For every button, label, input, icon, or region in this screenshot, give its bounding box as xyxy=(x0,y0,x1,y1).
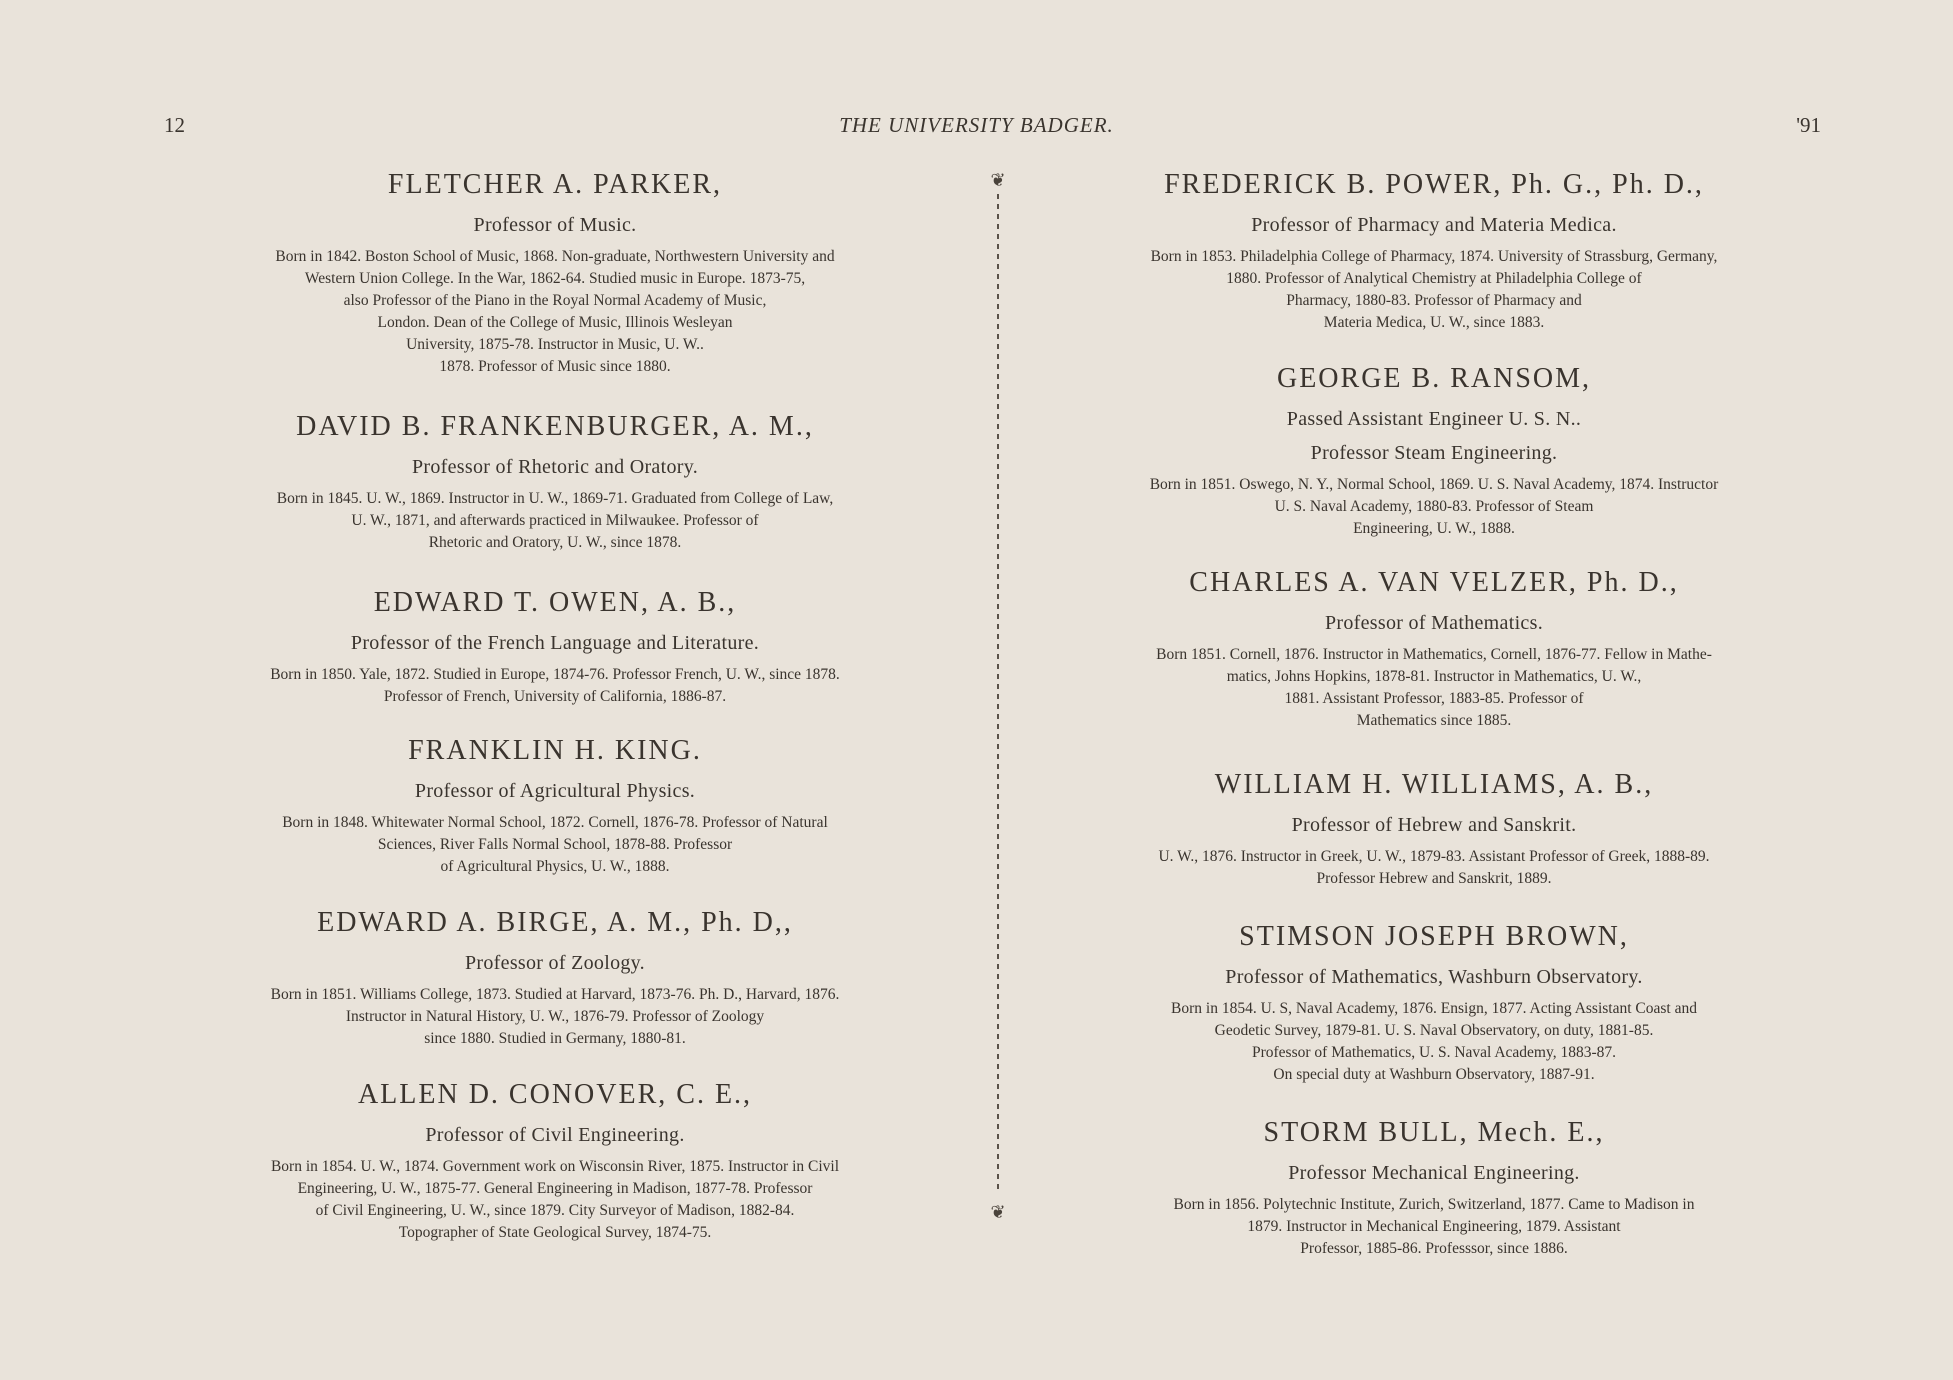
faculty-biography xyxy=(160,488,950,554)
biography-line: of Civil Engineering, U. W., since 1879. City Surveyor of Madison, 1882-84. xyxy=(315,1202,795,1219)
biography-line: Born in 1842. Boston School of Music, 1868. Non-graduate, Northwestern University and xyxy=(275,248,835,265)
faculty-entry xyxy=(160,906,950,1050)
biography-line: Sciences, River Falls Normal School, 1878-88. Professor xyxy=(377,836,733,853)
faculty-entry xyxy=(1040,362,1828,540)
faculty-biography xyxy=(1040,998,1828,1086)
biography-line: Professor Hebrew and Sanskrit, 1889. xyxy=(1316,870,1552,887)
faculty-biography xyxy=(1040,474,1828,540)
faculty-name: STIMSON JOSEPH BROWN, xyxy=(1239,921,1629,952)
biography-line: Born 1851. Cornell, 1876. Instructor in Mathematics, Cornell, 1876-77. Fellow in Mathe- xyxy=(1156,646,1712,663)
faculty-name: STORM BULL, Mech. E., xyxy=(1263,1117,1605,1148)
faculty-entry xyxy=(1040,768,1828,890)
faculty-biography xyxy=(1040,246,1828,334)
faculty-title: Professor of Civil Engineering. xyxy=(425,1124,685,1146)
biography-line: since 1880. Studied in Germany, 1880-81. xyxy=(424,1030,686,1047)
faculty-biography xyxy=(160,246,950,378)
faculty-name: FRANKLIN H. KING. xyxy=(408,735,702,766)
faculty-entry xyxy=(160,168,950,378)
faculty-title: Professor of Agricultural Physics. xyxy=(414,780,696,802)
faculty-entry xyxy=(1040,566,1828,732)
biography-line: Born in 1845. U. W., 1869. Instructor in U. W., 1869-71. Graduated from College of Law, xyxy=(276,490,834,507)
biography-line: Born in 1851. Williams College, 1873. Studied at Harvard, 1873-76. Ph. D., Harvard, 1876. xyxy=(270,986,840,1003)
faculty-biography xyxy=(160,1156,950,1244)
faculty-title: Professor Mechanical Engineering. xyxy=(1288,1162,1580,1184)
biography-line: Born in 1848. Whitewater Normal School, 1872. Cornell, 1876-78. Professor of Natural xyxy=(282,814,828,831)
faculty-biography xyxy=(160,984,950,1050)
biography-line: 1880. Professor of Analytical Chemistry at Philadelphia College of xyxy=(1226,270,1642,287)
faculty-entry xyxy=(1040,168,1828,334)
faculty-title: Professor of Mathematics, Washburn Observatory. xyxy=(1225,966,1643,988)
faculty-title: Professor of Pharmacy and Materia Medica. xyxy=(1251,214,1617,236)
biography-line: Professor, 1885-86. Professsor, since 1886. xyxy=(1300,1240,1568,1257)
faculty-name: WILLIAM H. WILLIAMS, A. B., xyxy=(1214,769,1654,800)
biography-line: Western Union College. In the War, 1862-64. Studied music in Europe. 1873-75, xyxy=(304,270,806,287)
faculty-title: Professor of Rhetoric and Oratory. xyxy=(411,456,699,478)
bottom-ornament-icon: ❦ xyxy=(990,1202,1006,1222)
faculty-name: CHARLES A. VAN VELZER, Ph. D., xyxy=(1189,567,1679,598)
faculty-name: FLETCHER A. PARKER, xyxy=(387,169,723,200)
faculty-title: Professor of Music. xyxy=(473,214,637,236)
biography-line: Born in 1851. Oswego, N. Y., Normal School, 1869. U. S. Naval Academy, 1874. Instructor xyxy=(1149,476,1719,493)
faculty-entry xyxy=(160,410,950,554)
biography-line: Pharmacy, 1880-83. Professor of Pharmacy and xyxy=(1286,292,1582,309)
top-ornament-icon: ❦ xyxy=(990,170,1006,190)
biography-line: 1881. Assistant Professor, 1883-85. Professor of xyxy=(1284,690,1584,707)
biography-line: Born in 1853. Philadelphia College of Pharmacy, 1874. University of Strassburg, Germany, xyxy=(1150,248,1718,265)
faculty-name: EDWARD T. OWEN, A. B., xyxy=(373,587,737,618)
biography-line: Engineering, U. W., 1875-77. General Engineering in Madison, 1877-78. Professor xyxy=(297,1180,813,1197)
page-number: 12 xyxy=(164,113,185,137)
faculty-title: Professor of Hebrew and Sanskrit. xyxy=(1291,814,1577,836)
biography-line: Instructor in Natural History, U. W., 1876-79. Professor of Zoology xyxy=(345,1008,765,1025)
right-column xyxy=(1040,168,1828,1260)
biography-line: Born in 1854. U. W., 1874. Government work on Wisconsin River, 1875. Instructor in Civil xyxy=(270,1158,840,1175)
left-column xyxy=(160,168,950,1244)
class-year: '91 xyxy=(1796,113,1821,137)
biography-line: Materia Medica, U. W., since 1883. xyxy=(1323,314,1545,331)
faculty-name: GEORGE B. RANSOM, xyxy=(1276,363,1592,394)
faculty-biography xyxy=(160,812,950,878)
faculty-entry xyxy=(160,586,950,708)
faculty-name: ALLEN D. CONOVER, C. E., xyxy=(357,1079,753,1110)
faculty-biography xyxy=(1040,644,1828,732)
biography-line: Rhetoric and Oratory, U. W., since 1878. xyxy=(428,534,682,551)
biography-line: On special duty at Washburn Observatory, 1887-91. xyxy=(1273,1066,1595,1083)
faculty-name: FREDERICK B. POWER, Ph. G., Ph. D., xyxy=(1164,169,1704,200)
faculty-name: EDWARD A. BIRGE, A. M., Ph. D,, xyxy=(317,907,793,938)
running-header xyxy=(0,113,1953,143)
biography-line: Mathematics since 1885. xyxy=(1356,712,1512,729)
faculty-entry xyxy=(1040,1116,1828,1260)
biography-line: matics, Johns Hopkins, 1878-81. Instructor in Mathematics, U. W., xyxy=(1226,668,1642,685)
biography-line: Born in 1854. U. S, Naval Academy, 1876. Ensign, 1877. Acting Assistant Coast and xyxy=(1171,1000,1697,1017)
biography-line: 1878. Professor of Music since 1880. xyxy=(439,358,671,375)
faculty-entry xyxy=(160,734,950,878)
biography-line: Professor of French, University of California, 1886-87. xyxy=(383,688,727,705)
faculty-entry xyxy=(1040,920,1828,1086)
biography-line: 1879. Instructor in Mechanical Engineering, 1879. Assistant xyxy=(1247,1218,1621,1235)
faculty-title: Professor of Mathematics. xyxy=(1324,612,1543,634)
biography-line: also Professor of the Piano in the Royal Normal Academy of Music, xyxy=(343,292,767,309)
faculty-biography xyxy=(1040,846,1828,890)
faculty-biography xyxy=(1040,1194,1828,1260)
biography-line: Topographer of State Geological Survey, 1874-75. xyxy=(398,1224,712,1241)
biography-line: U. S. Naval Academy, 1880-83. Professor of Steam xyxy=(1274,498,1594,515)
biography-line: U. W., 1876. Instructor in Greek, U. W., 1879-83. Assistant Professor of Greek, 1888-89. xyxy=(1158,848,1710,865)
column-divider xyxy=(990,168,1006,1222)
faculty-biography xyxy=(160,664,950,708)
biography-line: U. W., 1871, and afterwards practiced in Milwaukee. Professor of xyxy=(351,512,759,529)
biography-line: Born in 1856. Polytechnic Institute, Zurich, Switzerland, 1877. Came to Madison in xyxy=(1173,1196,1695,1213)
biography-line: London. Dean of the College of Music, Illinois Wesleyan xyxy=(377,314,733,331)
biography-line: Professor of Mathematics, U. S. Naval Academy, 1883-87. xyxy=(1251,1044,1617,1061)
dotted-rule xyxy=(997,194,999,1194)
faculty-title: Professor of Zoology. xyxy=(465,952,645,974)
faculty-entry xyxy=(160,1078,950,1244)
biography-line: Engineering, U. W., 1888. xyxy=(1353,520,1515,537)
biography-line: University, 1875-78. Instructor in Music, U. W.. xyxy=(406,336,704,353)
faculty-subtitle: Professor Steam Engineering. xyxy=(1310,442,1558,464)
biography-line: of Agricultural Physics, U. W., 1888. xyxy=(440,858,670,875)
biography-line: Born in 1850. Yale, 1872. Studied in Europe, 1874-76. Professor French, U. W., since 1878. xyxy=(270,666,840,683)
faculty-title: Passed Assistant Engineer U. S. N.. xyxy=(1286,408,1582,430)
faculty-name: DAVID B. FRANKENBURGER, A. M., xyxy=(296,411,814,442)
biography-line: Geodetic Survey, 1879-81. U. S. Naval Observatory, on duty, 1881-85. xyxy=(1214,1022,1654,1039)
running-title: THE UNIVERSITY BADGER. xyxy=(839,113,1114,137)
faculty-title: Professor of the French Language and Literature. xyxy=(350,632,760,654)
